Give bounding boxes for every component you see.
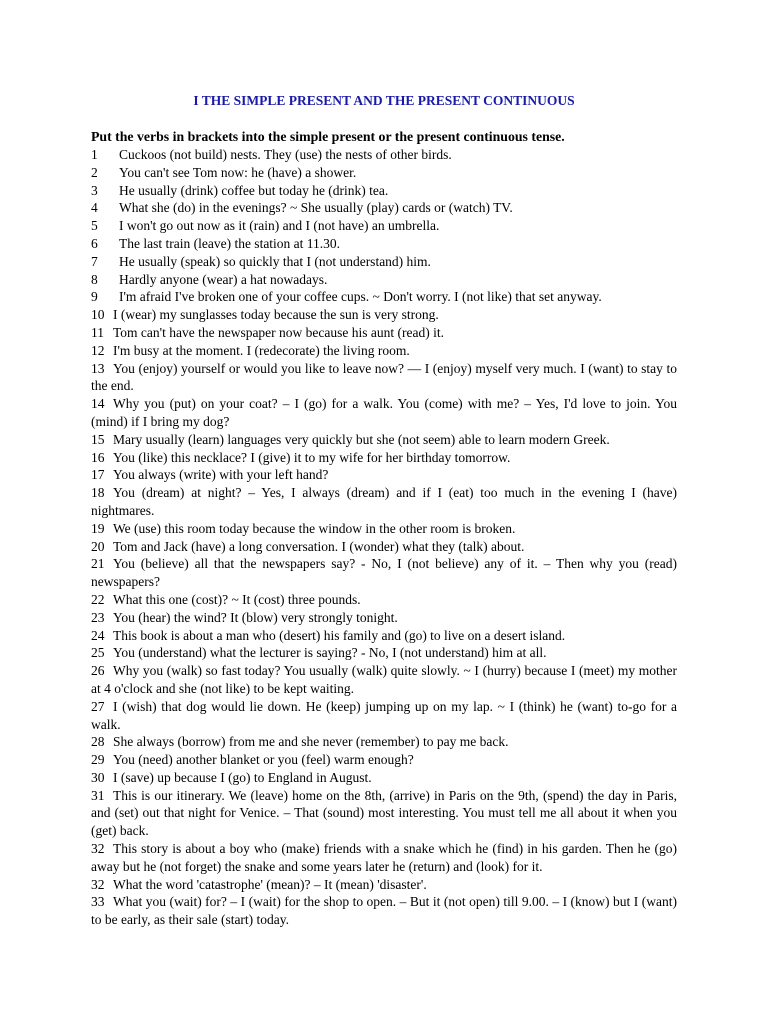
exercise-number: 19 xyxy=(91,520,105,536)
exercise-item xyxy=(91,199,677,217)
exercise-item xyxy=(91,484,677,520)
exercise-number: 31 xyxy=(91,787,105,803)
exercise-number: 11 xyxy=(91,324,104,340)
exercise-item xyxy=(91,164,677,182)
exercise-number: 26 xyxy=(91,663,105,679)
exercise-number: 7 xyxy=(91,253,98,269)
exercise-item xyxy=(91,698,677,734)
exercise-item xyxy=(91,609,677,627)
exercise-number: 18 xyxy=(91,485,105,501)
exercise-item xyxy=(91,288,677,306)
exercise-item xyxy=(91,840,677,876)
exercise-number: 14 xyxy=(91,396,105,412)
exercise-item xyxy=(91,644,677,662)
exercise-item xyxy=(91,271,677,289)
exercise-item xyxy=(91,466,677,484)
exercise-number: 8 xyxy=(91,271,98,287)
exercise-item xyxy=(91,324,677,342)
exercise-text: You (hear) the wind? It (blow) very strongly tonight. xyxy=(113,609,398,625)
exercise-item xyxy=(91,893,677,929)
exercise-item xyxy=(91,538,677,556)
exercise-number: 33 xyxy=(91,894,105,910)
exercise-item xyxy=(91,253,677,271)
exercise-number: 10 xyxy=(91,307,105,323)
exercise-text: Cuckoos (not build) nests. They (use) the nests of other birds. xyxy=(119,147,452,162)
exercise-text: What you (wait) for? – I (wait) for the shop to open. – But it (not open) till 9.00. – I (know) but I (want) to be early, as their sale (start) today. xyxy=(91,894,677,928)
exercise-text: You (like) this necklace? I (give) it to my wife for her birthday tomorrow. xyxy=(113,449,511,465)
exercise-text: You always (write) with your left hand? xyxy=(113,467,329,483)
exercise-text: She always (borrow) from me and she never (remember) to pay me back. xyxy=(113,734,509,750)
exercise-text: He usually (drink) coffee but today he (drink) tea. xyxy=(119,182,389,198)
exercise-item xyxy=(91,342,677,360)
exercise-number: 29 xyxy=(91,752,105,768)
exercise-text: We (use) this room today because the window in the other room is broken. xyxy=(113,520,516,536)
exercise-item xyxy=(91,662,677,698)
exercise-number: 6 xyxy=(91,235,98,251)
exercise-text: I (save) up because I (go) to England in August. xyxy=(113,769,372,785)
exercise-number: 17 xyxy=(91,467,105,483)
exercise-text: Why you (walk) so fast today? You usually (walk) quite slowly. ~ I (hurry) because I (meet) my mother at 4 o'clock and she (not like) to be kept waiting. xyxy=(91,663,677,696)
exercise-text: This book is about a man who (desert) his family and (go) to live on a desert island. xyxy=(113,627,566,643)
exercise-text: The last train (leave) the station at 11.30. xyxy=(119,235,341,251)
exercise-item xyxy=(91,217,677,235)
exercise-number: 13 xyxy=(91,360,105,376)
exercise-text: What this one (cost)? ~ It (cost) three pounds. xyxy=(113,591,361,607)
exercise-text: Tom and Jack (have) a long conversation. I (wonder) what they (talk) about. xyxy=(113,538,525,554)
exercise-number: 1 xyxy=(91,147,98,162)
exercise-number: 28 xyxy=(91,734,105,750)
exercise-item xyxy=(91,627,677,645)
exercise-number: 3 xyxy=(91,182,98,198)
exercise-text: This is our itinerary. We (leave) home on the 8th, (arrive) in Paris on the 9th, (spend) the day in Paris, and (set) out that night for Venice. – That (sound) most interesting. You must tell me all about it when you (get) back. xyxy=(91,787,677,839)
exercise-list xyxy=(91,146,677,929)
exercise-item xyxy=(91,787,677,840)
exercise-text: What she (do) in the evenings? ~ She usually (play) cards or (watch) TV. xyxy=(119,200,513,216)
exercise-number: 5 xyxy=(91,218,98,234)
exercise-text: You (believe) all that the newspapers say? - No, I (not believe) any of it. – Then why you (read) newspapers? xyxy=(91,556,677,590)
exercise-number: 30 xyxy=(91,769,105,785)
exercise-item xyxy=(91,751,677,769)
exercise-text: You (enjoy) yourself or would you like to leave now? — I (enjoy) myself very much. I (want) to stay to the end. xyxy=(91,360,677,394)
exercise-number: 22 xyxy=(91,591,105,607)
exercise-number: 24 xyxy=(91,627,105,643)
exercise-text: Mary usually (learn) languages very quickly but she (not seem) able to learn modern Greek. xyxy=(113,431,610,447)
exercise-number: 23 xyxy=(91,609,105,625)
exercise-text: I (wear) my sunglasses today because the sun is very strong. xyxy=(113,307,439,323)
exercise-text: You can't see Tom now: he (have) a shower. xyxy=(119,164,357,180)
exercise-number: 32 xyxy=(91,876,105,892)
exercise-text: You (dream) at night? – Yes, I always (dream) and if I (eat) too much in the evening I (have) nightmares. xyxy=(91,485,677,518)
exercise-number: 2 xyxy=(91,164,98,180)
exercise-number: 15 xyxy=(91,431,105,447)
exercise-item xyxy=(91,591,677,609)
exercise-item xyxy=(91,360,677,396)
exercise-item xyxy=(91,395,677,431)
page-title: I THE SIMPLE PRESENT AND THE PRESENT CONTINUOUS xyxy=(193,93,575,108)
exercise-item xyxy=(91,876,677,894)
exercise-number: 20 xyxy=(91,538,105,554)
exercise-item xyxy=(91,146,677,164)
exercise-number: 27 xyxy=(91,698,105,714)
exercise-number: 32 xyxy=(91,841,105,857)
exercise-item xyxy=(91,449,677,467)
instruction: Put the verbs in brackets into the simple present or the present continuous tense. xyxy=(91,129,565,144)
exercise-item xyxy=(91,235,677,253)
exercise-number: 25 xyxy=(91,645,105,661)
exercise-text: I'm afraid I've broken one of your coffee cups. ~ Don't worry. I (not like) that set anyway. xyxy=(119,289,602,305)
exercise-text: I'm busy at the moment. I (redecorate) the living room. xyxy=(113,342,410,358)
exercise-text: I (wish) that dog would lie down. He (keep) jumping up on my lap. ~ I (think) he (want) to-go for a walk. xyxy=(91,698,677,732)
exercise-item xyxy=(91,769,677,787)
exercise-number: 9 xyxy=(91,289,98,305)
exercise-text: Why you (put) on your coat? – I (go) for a walk. You (come) with me? – Yes, I'd love to join. You (mind) if I bring my dog? xyxy=(91,396,677,429)
exercise-text: You (need) another blanket or you (feel) warm enough? xyxy=(113,752,414,768)
exercise-text: He usually (speak) so quickly that I (not understand) him. xyxy=(119,253,431,269)
exercise-item xyxy=(91,431,677,449)
exercise-number: 4 xyxy=(91,200,98,216)
exercise-item xyxy=(91,733,677,751)
exercise-text: You (understand) what the lecturer is saying? - No, I (not understand) him at all. xyxy=(113,645,547,661)
exercise-item xyxy=(91,182,677,200)
exercise-item xyxy=(91,306,677,324)
exercise-number: 16 xyxy=(91,449,105,465)
exercise-text: I won't go out now as it (rain) and I (not have) an umbrella. xyxy=(119,218,440,234)
exercise-text: This story is about a boy who (make) friends with a snake which he (find) in his garden. Then he (go) away but he (not forget) the snake and some years later he (return) and (look) for it. xyxy=(91,841,677,874)
exercise-item xyxy=(91,520,677,538)
exercise-text: What the word 'catastrophe' (mean)? – It (mean) 'disaster'. xyxy=(113,876,427,892)
exercise-number: 21 xyxy=(91,556,105,572)
exercise-text: Hardly anyone (wear) a hat nowadays. xyxy=(119,271,328,287)
exercise-number: 12 xyxy=(91,342,105,358)
exercise-item xyxy=(91,555,677,591)
exercise-text: Tom can't have the newspaper now because his aunt (read) it. xyxy=(113,324,444,340)
